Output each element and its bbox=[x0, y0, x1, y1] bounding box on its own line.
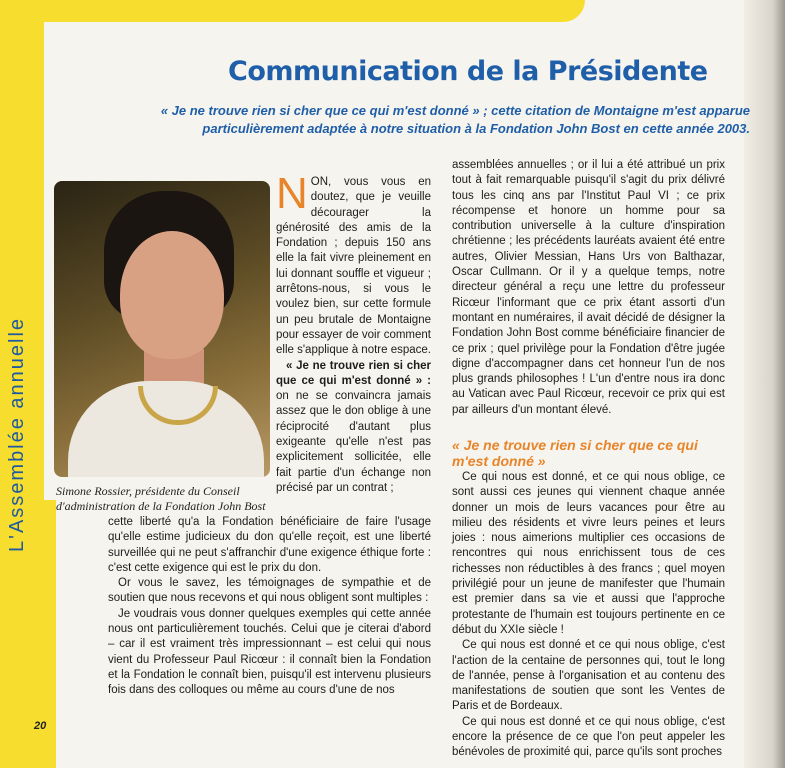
page-title: Communication de la Présidente bbox=[228, 56, 708, 87]
col2-paragraph-3: Je voudrais vous donner quelques exemples qui cette année nous ont particulièrement touchés. Celui que je citerai d'abord – car il est vraiment très impressionnant – est celui qui nous vient du Professeur Paul Ricœur : il connaît bien la Fondation et la Fondation le connaît bien, puisqu'il est intervenu plusieurs fois dans des colloques ou même au cours d'une de nos bbox=[108, 607, 431, 697]
col4-paragraph-1: Ce qui nous est donné, et ce qui nous oblige, ce sont aussi ces jeunes qui viennent chaque année donner un mois de leurs vacances pour être au milieu des résidents et vivre leurs peines et leurs joies : nous aimerions multiplier ces occasions de rencontres qui nous enrichissent tous de ces richesses non réductibles à des francs ; quel moyen privilégié pour un jeune de manifester que l'humain est premier dans sa vie et aussi que l'approche protestante de l'humain est toujours pertinente en ce début du XXIe siècle ! bbox=[452, 471, 725, 636]
col3-paragraph-1: assemblées annuelles ; or il lui a été attribué un prix tout à fait remarquable puisqu'il s'agit du prix délivré tous les cinq ans par l'Institut Paul VI ; ce prix récompense et honore un homme pour sa contribution universelle à la culture d'inspiration chrétienne ; les précédents lauréats avaient été entre autres, Olivier Messian, Hans Urs von Balthazar, Oscar Cullmann. Or il y a quelque temps, notre directeur général a reçu une lettre du professeur Ricœur l'informant que ce prix étant assorti d'un montant en numéraires, il avait décidé de désigner la Fondation John Bost comme bénéficiaire financier de ce prix ; quel privilège pour la Fondation d'être jugée digne d'accompagner dans cet honneur l'un de nos plus grands philosophes ! L'un d'entre nous ira donc au Vatican avec Paul Ricœur, recevoir ce prix qui est par ailleurs d'un montant élevé. bbox=[452, 159, 725, 416]
section-label bbox=[6, 292, 40, 552]
subheading: « Je ne trouve rien si cher que ce qui m'est donné » bbox=[452, 437, 698, 469]
page-gutter-edge bbox=[744, 0, 785, 768]
yellow-top-band bbox=[0, 0, 585, 22]
col2-paragraph-2: Or vous le savez, les témoignages de sympathie et de soutien que nous recevons et qui nous obligent sont multiples : bbox=[108, 577, 431, 605]
col2-paragraph-1: cette liberté qu'a la Fondation bénéficiaire de faire l'usage qu'elle estime judicieux du don qu'elle reçoit, est une liberté surveillée qui ne peut s'affranchir d'une exigence éthique forte : c'est cette exigence qui est le prix du don. bbox=[108, 516, 431, 574]
col1-paragraph-1: ON, vous vous en doutez, que je veuille décourager la générosité des amis de la Fondation ; depuis 150 ans elle la fait vivre pleinement en lui donnant souffle et vigueur ; arrêtons-nous, si vous le voulez bien, sur cette formule un peu brutale de Montaigne pour essayer de voir comment elle s'applique à notre espace. bbox=[276, 176, 431, 357]
intro-quote-line-2: particulièrement adaptée à notre situation à la Fondation John Bost en cette année 2003. bbox=[202, 121, 750, 136]
column-3 bbox=[452, 158, 725, 418]
photo-caption-line-2: d'administration de la Fondation John Bost bbox=[56, 499, 266, 513]
section-label-text: L'Assemblée annuelle bbox=[6, 316, 28, 552]
column-1 bbox=[276, 169, 431, 496]
intro-quote-line-1: « Je ne trouve rien si cher que ce qui m'est donné » ; cette citation de Montaigne m'est apparue bbox=[160, 103, 750, 118]
page-number: 20 bbox=[34, 720, 47, 732]
column-2 bbox=[108, 515, 431, 699]
intro-quote bbox=[150, 102, 750, 138]
president-photo bbox=[54, 181, 270, 477]
drop-cap: N bbox=[276, 169, 308, 218]
col4-paragraph-2: Ce qui nous est donné et ce qui nous oblige, c'est l'action de la centaine de personnes qui, tout le long de l'année, pense à l'organisation et au contenu des manifestations de soutien que sont les Ventes de Paris et de Bordeaux. bbox=[452, 639, 725, 713]
photo-caption-line-1: Simone Rossier, présidente du Conseil bbox=[56, 484, 240, 498]
column-4 bbox=[452, 470, 725, 761]
col1-quote-bold: « Je ne trouve rien si cher que ce qui m'est donné » : bbox=[276, 359, 431, 387]
col4-paragraph-3: Ce qui nous est donné et ce qui nous oblige, c'est encore la présence de ce que l'on peut appeler les bénévoles de proximité qui, parce qu'ils sont proches bbox=[452, 715, 725, 759]
photo-caption bbox=[56, 484, 266, 514]
col1-paragraph-2: on ne se convaincra jamais assez que le don oblige à une réciprocité d'autant plus exigeante qu'elle n'est pas explicitement sollicitée, elle fait partie d'un échange non précisé par un contrat ; bbox=[276, 390, 431, 494]
